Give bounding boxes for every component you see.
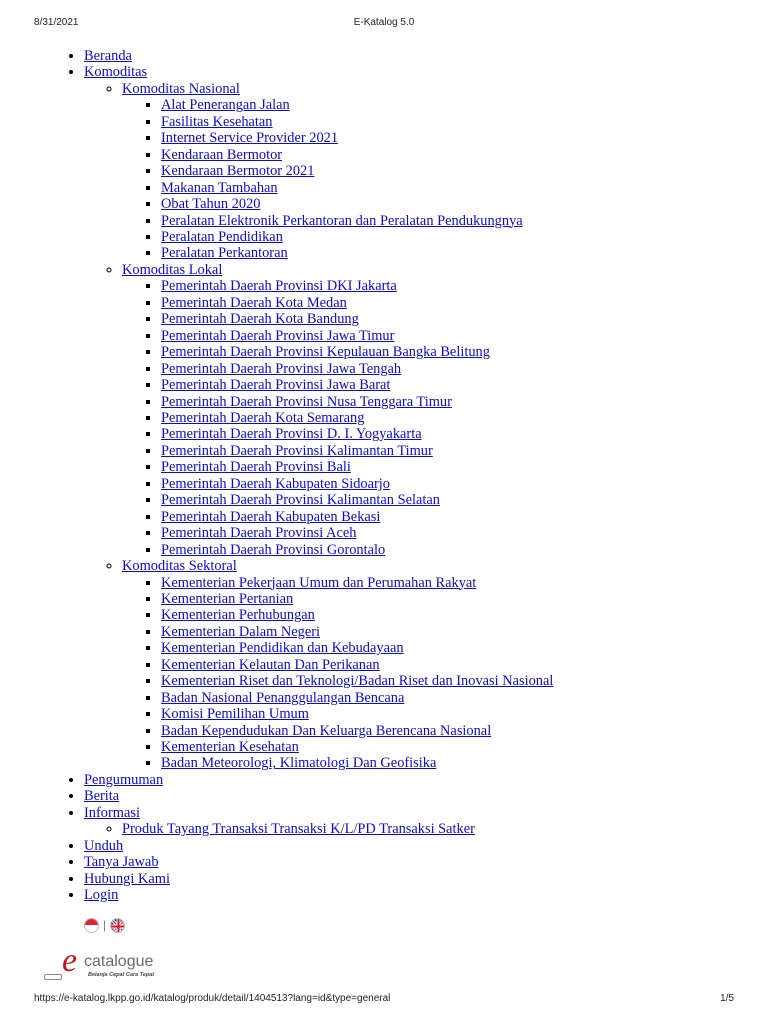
komoditas-lokal-link[interactable]: Pemerintah Daerah Provinsi Jawa Tengah — [161, 360, 402, 377]
komoditas-lokal-link[interactable]: Pemerintah Daerah Provinsi Jawa Timur — [161, 327, 395, 344]
list-item — [161, 706, 768, 722]
list-item — [161, 328, 768, 344]
komoditas-sektoral-link[interactable]: Kementerian Kelautan Dan Perikanan — [161, 656, 380, 673]
print-date: 8/31/2021 — [34, 17, 79, 28]
list-item — [161, 196, 768, 212]
list-item — [161, 295, 768, 311]
logo-tagline: Belanja Cepat Cara Tepat — [88, 972, 155, 978]
nav-item-tanya-jawab — [84, 854, 768, 870]
komoditas-sektoral-link[interactable]: Kementerian Perhubungan — [161, 607, 315, 624]
komoditas-lokal-list — [122, 278, 768, 558]
komoditas-lokal-link[interactable]: Pemerintah Daerah Provinsi DKI Jakarta — [161, 278, 397, 295]
logo-letter: e — [62, 942, 78, 979]
nav-item-komoditas — [84, 64, 768, 771]
nav-link-tanya-jawab[interactable]: Tanya Jawab — [84, 854, 159, 871]
list-item — [161, 114, 768, 130]
main-navigation — [0, 48, 768, 904]
komoditas-nasional-link[interactable]: Obat Tahun 2020 — [161, 196, 261, 213]
language-item — [84, 915, 125, 935]
komoditas-submenu — [84, 81, 768, 772]
list-item — [161, 476, 768, 492]
komoditas-nasional-link[interactable]: Fasilitas Kesehatan — [161, 113, 273, 130]
list-item — [161, 624, 768, 640]
list-item — [161, 394, 768, 410]
komoditas-nasional-link[interactable]: Makanan Tambahan — [161, 179, 278, 196]
list-item — [161, 163, 768, 179]
komoditas-nasional-list — [122, 97, 768, 262]
list-item — [122, 821, 768, 837]
list-item — [161, 245, 768, 261]
komoditas-nasional-link[interactable]: Kendaraan Bermotor — [161, 146, 283, 163]
komoditas-lokal-link[interactable]: Pemerintah Daerah Provinsi D. I. Yogyakarta — [161, 426, 422, 443]
komoditas-lokal-link[interactable]: Pemerintah Daerah Provinsi Kalimantan Timur — [161, 442, 433, 459]
list-item — [161, 426, 768, 442]
nav-item-hubungi-kami — [84, 871, 768, 887]
nav-item-login — [84, 887, 768, 903]
komoditas-lokal-link[interactable]: Pemerintah Daerah Kabupaten Bekasi — [161, 508, 381, 525]
komoditas-sektoral-link[interactable]: Badan Kependudukan Dan Keluarga Berencana Nasional — [161, 722, 492, 739]
komoditas-sektoral-link[interactable]: Kementerian Pertanian — [161, 590, 294, 607]
list-item — [161, 723, 768, 739]
indonesia-flag-icon[interactable] — [84, 918, 99, 933]
komoditas-nasional-link[interactable]: Peralatan Perkantoran — [161, 245, 288, 262]
list-item — [161, 509, 768, 525]
nav-link-pengumuman[interactable]: Pengumuman — [84, 771, 164, 788]
komoditas-sektoral-link[interactable]: Kementerian Kesehatan — [161, 739, 299, 756]
list-item — [161, 607, 768, 623]
komoditas-lokal-link[interactable]: Pemerintah Daerah Kota Medan — [161, 294, 347, 311]
list-item — [161, 97, 768, 113]
komoditas-lokal-link[interactable]: Pemerintah Daerah Provinsi Kalimantan Selatan — [161, 492, 440, 509]
list-item — [161, 229, 768, 245]
list-item — [161, 640, 768, 656]
print-url: https://e-katalog.lkpp.go.id/katalog/produk/detail/1404513?lang=id&type=general — [34, 993, 391, 1004]
komoditas-lokal-link[interactable]: Pemerintah Daerah Provinsi Kepulauan Bangka Belitung — [161, 344, 490, 361]
list-item — [161, 591, 768, 607]
nav-link-komoditas[interactable]: Komoditas — [84, 64, 148, 81]
print-footer — [34, 993, 734, 1007]
nav-link-informasi[interactable]: Informasi — [84, 804, 140, 821]
komoditas-sektoral-list — [122, 575, 768, 772]
nav-list — [0, 48, 768, 904]
nav-item-informasi — [84, 805, 768, 838]
komoditas-lokal-link[interactable]: Pemerintah Daerah Kabupaten Sidoarjo — [161, 475, 390, 492]
list-item — [161, 311, 768, 327]
nav-link-komoditas-lokal[interactable]: Komoditas Lokal — [122, 261, 223, 278]
print-page-title: E-Katalog 5.0 — [353, 17, 415, 28]
informasi-submenu — [84, 821, 768, 837]
nav-link-unduh[interactable]: Unduh — [84, 837, 124, 854]
list-item — [161, 459, 768, 475]
list-item — [161, 542, 768, 558]
komoditas-sektoral-link[interactable]: Kementerian Dalam Negeri — [161, 623, 321, 640]
language-separator: | — [103, 917, 106, 932]
list-item — [161, 575, 768, 591]
komoditas-lokal-link[interactable]: Pemerintah Daerah Provinsi Gorontalo — [161, 541, 386, 558]
komoditas-lokal-link[interactable]: Pemerintah Daerah Provinsi Aceh — [161, 525, 357, 542]
komoditas-lokal-link[interactable]: Pemerintah Daerah Kota Semarang — [161, 409, 365, 426]
logo-wordmark: catalogue — [84, 953, 154, 970]
komoditas-nasional-link[interactable]: Kendaraan Bermotor 2021 — [161, 163, 315, 180]
nav-item-beranda — [84, 48, 768, 64]
nav-link-berita[interactable]: Berita — [84, 788, 120, 805]
logo-swoosh — [44, 974, 62, 980]
uk-flag-icon[interactable] — [110, 918, 125, 933]
komoditas-nasional-link[interactable]: Peralatan Elektronik Perkantoran dan Peralatan Pendukungnya — [161, 212, 523, 229]
list-item — [161, 690, 768, 706]
nav-link-komoditas-nasional[interactable]: Komoditas Nasional — [122, 80, 240, 97]
list-item — [161, 673, 768, 689]
nav-item-komoditas-sektoral — [122, 558, 768, 772]
list-item — [161, 344, 768, 360]
list-item — [161, 657, 768, 673]
list-item — [161, 755, 768, 771]
komoditas-nasional-link[interactable]: Peralatan Pendidikan — [161, 228, 283, 245]
list-item — [161, 492, 768, 508]
komoditas-lokal-link[interactable]: Pemerintah Daerah Provinsi Jawa Barat — [161, 377, 391, 394]
list-item — [161, 213, 768, 229]
nav-item-pengumuman — [84, 772, 768, 788]
nav-link-komoditas-sektoral[interactable]: Komoditas Sektoral — [122, 558, 237, 575]
list-item — [161, 361, 768, 377]
nav-item-berita — [84, 788, 768, 804]
list-item — [161, 377, 768, 393]
nav-item-komoditas-lokal — [122, 262, 768, 558]
komoditas-sektoral-link[interactable]: Kementerian Pekerjaan Umum dan Perumahan Rakyat — [161, 574, 477, 591]
nav-link-hubungi-kami[interactable]: Hubungi Kami — [84, 870, 170, 887]
list-item — [161, 130, 768, 146]
list-item — [161, 443, 768, 459]
list-item — [161, 739, 768, 755]
komoditas-nasional-link[interactable]: Internet Service Provider 2021 — [161, 130, 339, 147]
nav-link-login[interactable]: Login — [84, 887, 119, 904]
nav-item-komoditas-nasional — [122, 81, 768, 262]
list-item — [161, 410, 768, 426]
list-item — [161, 278, 768, 294]
nav-item-unduh — [84, 838, 768, 854]
list-item — [161, 180, 768, 196]
komoditas-lokal-link[interactable]: Pemerintah Daerah Provinsi Nusa Tenggara Timur — [161, 393, 452, 410]
komoditas-lokal-link[interactable]: Pemerintah Daerah Kota Bandung — [161, 311, 359, 328]
komoditas-sektoral-link[interactable]: Kementerian Pendidikan dan Kebudayaan — [161, 640, 404, 657]
list-item — [161, 147, 768, 163]
komoditas-nasional-link[interactable]: Alat Penerangan Jalan — [161, 97, 290, 114]
ecatalogue-logo[interactable] — [44, 942, 174, 984]
komoditas-sektoral-link[interactable]: Badan Meteorologi, Klimatologi Dan Geofisika — [161, 755, 437, 772]
informasi-link[interactable]: Produk Tayang Transaksi Transaksi K/L/PD Transaksi Satker — [122, 821, 475, 838]
komoditas-sektoral-link[interactable]: Komisi Pemilihan Umum — [161, 706, 309, 723]
komoditas-sektoral-link[interactable]: Kementerian Riset dan Teknologi/Badan Riset dan Inovasi Nasional — [161, 673, 554, 690]
print-header — [34, 17, 734, 31]
print-page-number: 1/5 — [720, 993, 734, 1004]
list-item — [161, 525, 768, 541]
nav-link-beranda[interactable]: Beranda — [84, 48, 132, 64]
language-switcher — [84, 915, 125, 935]
komoditas-sektoral-link[interactable]: Badan Nasional Penanggulangan Bencana — [161, 689, 405, 706]
komoditas-lokal-link[interactable]: Pemerintah Daerah Provinsi Bali — [161, 459, 351, 476]
